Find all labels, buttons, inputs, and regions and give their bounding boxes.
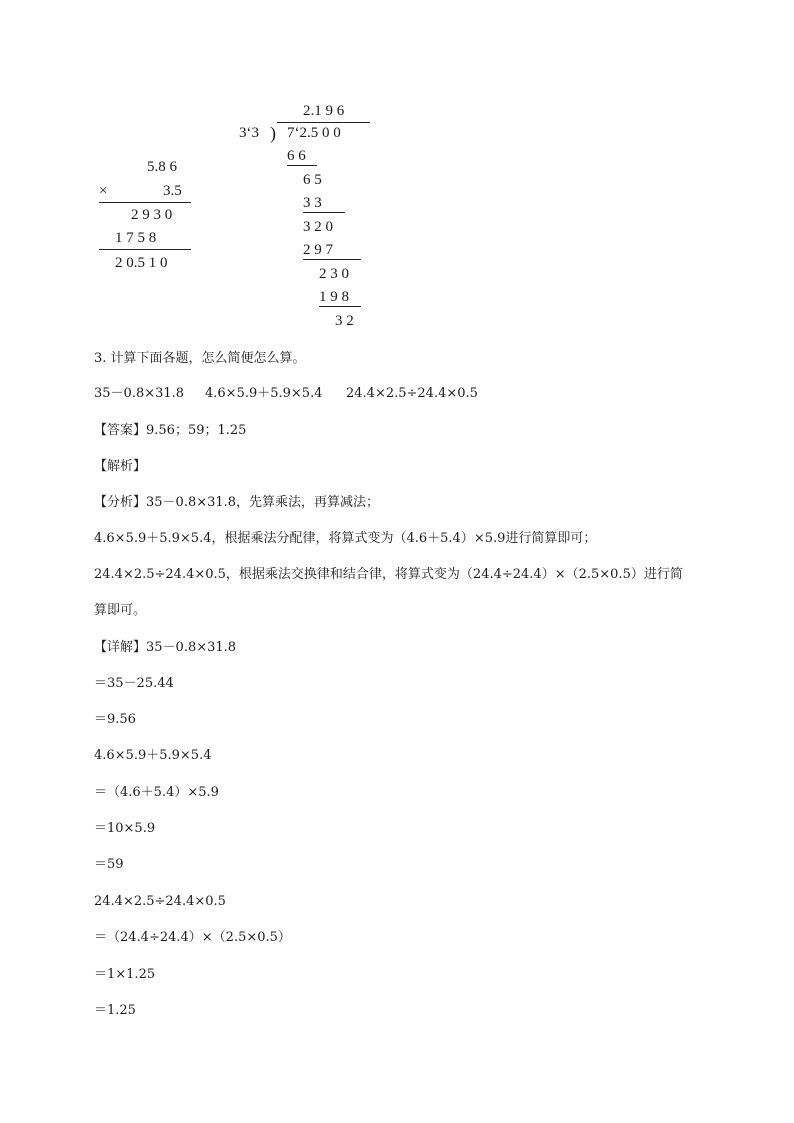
division-remainder: 3 2 xyxy=(335,313,354,329)
division-step-rule xyxy=(303,259,361,260)
question-item: 24.4×2.5÷24.4×0.5 xyxy=(346,386,478,401)
detail-line: ＝35－25.44 xyxy=(94,676,174,691)
division-top-rule xyxy=(277,122,370,123)
division-step-rule xyxy=(303,212,345,213)
detail-line: ＝1.25 xyxy=(94,1003,136,1018)
detail-line: 24.4×2.5÷24.4×0.5 xyxy=(94,894,226,909)
partial-product-2: 1 7 5 8 xyxy=(115,230,157,246)
division-step: 3 3 xyxy=(303,195,322,211)
detail-line: ＝10×5.9 xyxy=(94,821,156,836)
question-item: 4.6×5.9＋5.9×5.4 xyxy=(205,386,323,401)
division-step: 2 9 7 xyxy=(303,242,333,258)
detail-line: ＝（4.6＋5.4）×5.9 xyxy=(94,785,219,800)
times-sign: × xyxy=(99,183,108,199)
analysis-line: 4.6×5.9＋5.9×5.4，根据乘法分配律，将算式变为（4.6＋5.4）×5.9进行简算即可； xyxy=(94,531,597,546)
division-step: 2 3 0 xyxy=(319,266,349,282)
analysis-header: 【解析】 xyxy=(94,459,147,474)
division-bracket: ) xyxy=(270,123,276,143)
multiplication-rule-1 xyxy=(99,202,191,203)
detail-line: ＝59 xyxy=(94,857,124,872)
divisor: 3‘3 xyxy=(239,125,259,141)
quotient: 2.1 9 6 xyxy=(303,103,345,119)
division-step-rule xyxy=(287,165,317,166)
product: 2 0.5 1 0 xyxy=(115,255,168,271)
detail-line: ＝1×1.25 xyxy=(94,967,156,982)
detail-header: 【详解】35－0.8×31.8 xyxy=(94,640,237,655)
multiplicand: 5.8 6 xyxy=(147,159,177,175)
question-title: 3. 计算下面各题，怎么简便怎么算。 xyxy=(94,351,306,366)
partial-product-1: 2 9 3 0 xyxy=(131,207,173,223)
detail-line: ＝9.56 xyxy=(94,712,136,727)
division-step: 6 6 xyxy=(287,148,306,164)
analysis-line: 24.4×2.5÷24.4×0.5，根据乘法交换律和结合律，将算式变为（24.4÷24.4）×（2.5×0.5）进行简 xyxy=(94,567,683,582)
multiplier: 3.5 xyxy=(163,183,182,199)
division-step-rule xyxy=(319,306,361,307)
detail-line: 4.6×5.9＋5.9×5.4 xyxy=(94,748,212,763)
division-step: 6 5 xyxy=(303,172,322,188)
analysis-line: 【分析】35－0.8×31.8，先算乘法，再算减法； xyxy=(94,495,380,510)
detail-line: ＝（24.4÷24.4）×（2.5×0.5） xyxy=(94,930,291,945)
analysis-line: 算即可。 xyxy=(94,603,147,618)
question-items xyxy=(94,384,478,404)
multiplication-rule-2 xyxy=(99,249,191,250)
question-item: 35－0.8×31.8 xyxy=(94,386,185,401)
division-step: 1 9 8 xyxy=(319,289,349,305)
answer-line: 【答案】9.56；59；1.25 xyxy=(94,423,247,438)
dividend: 7‘2.5 0 0 xyxy=(287,125,341,141)
division-step: 3 2 0 xyxy=(303,219,333,235)
